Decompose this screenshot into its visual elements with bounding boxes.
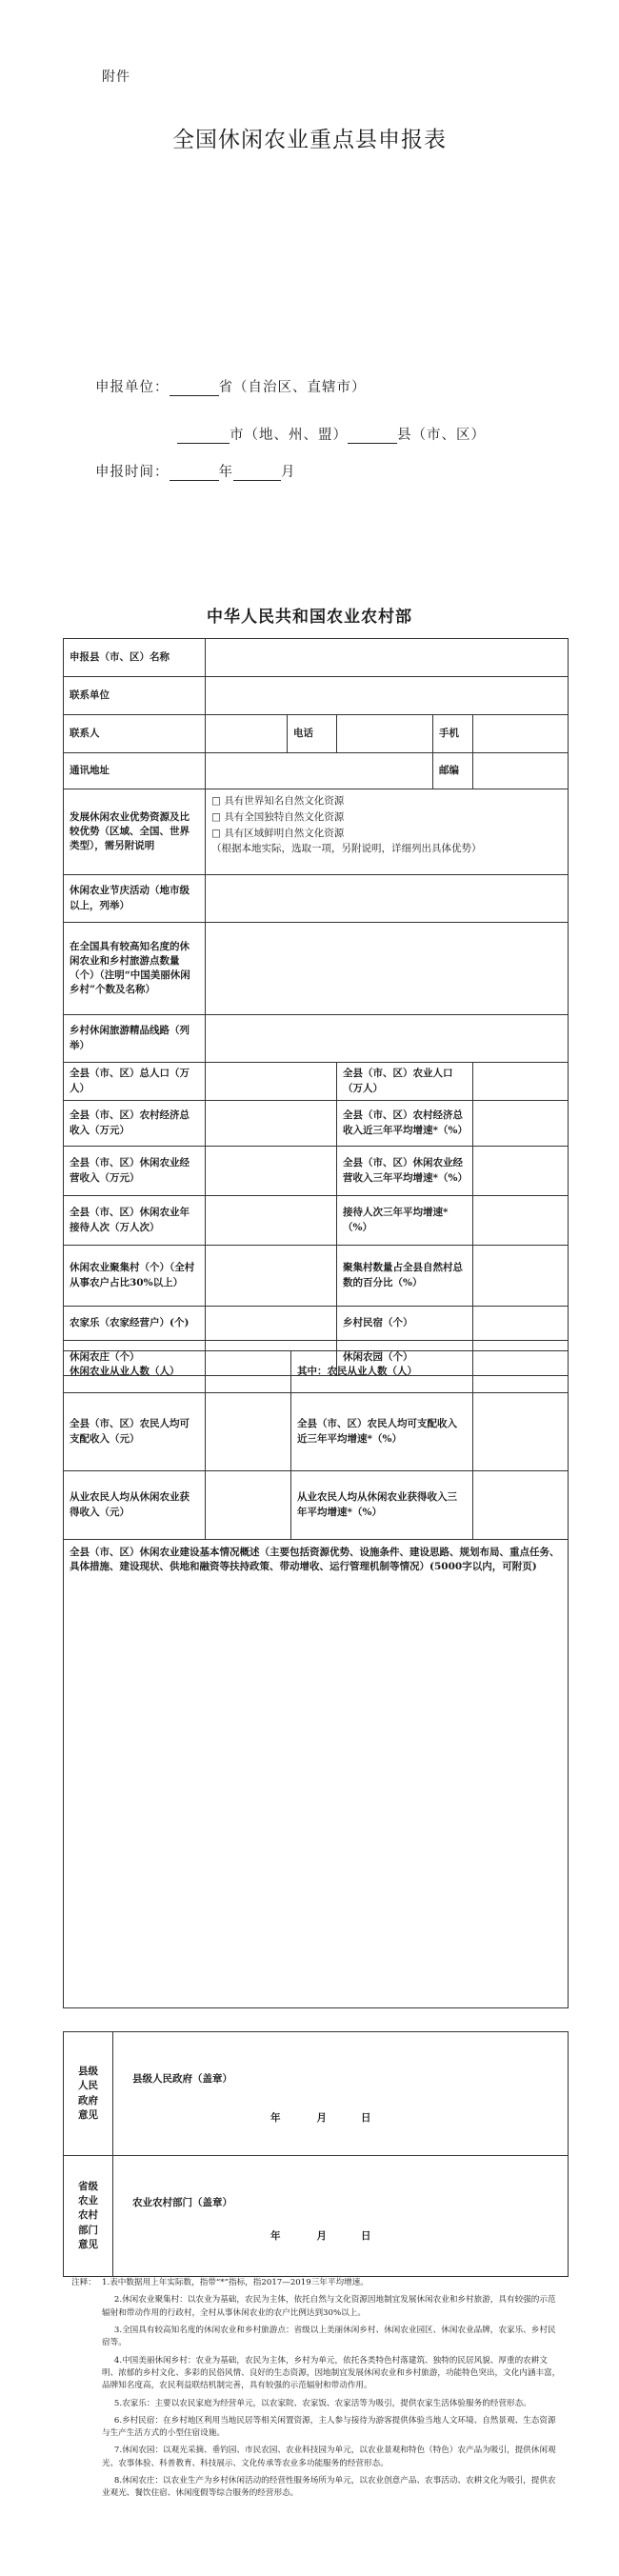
province-blank[interactable] bbox=[170, 380, 219, 396]
famous-spots-label: 在全国具有较高知名度的休闲农业和乡村旅游点数量（个）（注明“中国美丽休闲乡村”个数及名称） bbox=[64, 923, 206, 1015]
county-gov-sign: 县级人民政府（盖章） bbox=[132, 2073, 232, 2085]
employees-field[interactable] bbox=[206, 1351, 291, 1393]
contact-unit-label: 联系单位 bbox=[64, 677, 206, 715]
farmhouse-label: 农家乐（农家经营户）(个) bbox=[64, 1307, 206, 1341]
county-gov-year: 年 bbox=[270, 2112, 281, 2125]
homestay-label: 乡村民宿（个） bbox=[337, 1307, 473, 1341]
option-world[interactable]: □ 具有世界知名自然文化资源 bbox=[211, 795, 345, 807]
leisure-revenue-label: 全县（市、区）休闲农业经营收入（万元） bbox=[64, 1147, 206, 1196]
festival-field[interactable] bbox=[206, 875, 569, 923]
total-population-field[interactable] bbox=[206, 1063, 337, 1101]
notes-section bbox=[71, 2277, 567, 2506]
cluster-villages-label: 休闲农业聚集村（个）（全村从事农户占比30%以上） bbox=[64, 1246, 206, 1307]
phone-field[interactable] bbox=[337, 715, 433, 753]
county-gov-label: 县级人民政府意见 bbox=[64, 2032, 113, 2156]
provincial-dept-opinion[interactable] bbox=[113, 2156, 569, 2277]
note-item: 2.休闲农业聚集村：以农业为基础，农民为主体，依托自然与文化资源因地制宜发展休闲农业和乡村旅游，具有较强的示范辐射和带动作用的行政村，全村从事休闲农业的农户比例达到30%以上。 bbox=[102, 2295, 556, 2318]
note-item: 7.休闲农园：以观光采摘、垂钓园、市民农园、农业科技园为单元，以农业景观和特色（特色）农产品为吸引，提供休闲观光、农事体验、科普教育、科技展示、文化传承等农业多功能服务的经营形态。 bbox=[102, 2446, 556, 2468]
attachment-label: 附件 bbox=[102, 70, 130, 85]
county-blank[interactable] bbox=[348, 428, 397, 444]
worker-income-growth-label: 从业农民人均从休闲农业获得收入三年平均增速*（%） bbox=[291, 1471, 473, 1540]
option-national[interactable]: □ 具有全国独特自然文化资源 bbox=[211, 810, 345, 823]
mobile-label: 手机 bbox=[433, 715, 473, 753]
provincial-dept-date bbox=[270, 2229, 562, 2244]
farmer-employees-field[interactable] bbox=[473, 1351, 569, 1393]
postcode-field[interactable] bbox=[473, 753, 569, 789]
phone-label: 电话 bbox=[288, 715, 337, 753]
famous-spots-field[interactable] bbox=[206, 923, 569, 1015]
notes-heading: 注释： bbox=[71, 2278, 96, 2287]
county-gov-day: 日 bbox=[361, 2112, 371, 2125]
city-blank[interactable] bbox=[177, 428, 230, 444]
farmer-income-field[interactable] bbox=[206, 1393, 291, 1471]
leisure-revenue-growth-label: 全县（市、区）休闲农业经营收入三年平均增速*（%） bbox=[337, 1147, 473, 1196]
cluster-villages-field[interactable] bbox=[206, 1246, 337, 1307]
employment-table bbox=[63, 1350, 569, 2008]
provincial-dept-year: 年 bbox=[270, 2230, 281, 2243]
farmhouse-field[interactable] bbox=[206, 1307, 337, 1341]
opinions-table bbox=[63, 2031, 569, 2277]
farmer-income-growth-field[interactable] bbox=[473, 1393, 569, 1471]
year-suffix: 年 bbox=[218, 465, 233, 480]
farmer-employees-label: 其中：农民从业人数（人） bbox=[291, 1351, 473, 1393]
year-blank[interactable] bbox=[170, 465, 219, 481]
cluster-share-field[interactable] bbox=[473, 1246, 569, 1307]
note-item: 8.休闲农庄：以农业生产为乡村休闲活动的经营性服务场所为单元，以农业创意产品、农事活动、农耕文化为吸引，提供农业观光、餐饮住宿、休闲度假等综合服务的经营形态。 bbox=[102, 2476, 556, 2499]
postcode-label: 邮编 bbox=[433, 753, 473, 789]
month-blank[interactable] bbox=[233, 465, 281, 481]
note-item: 6.乡村民宿：在乡村地区利用当地民居等相关闲置资源，主人参与接待为游客提供体验当地人文环境、自然景观、生态资源与生产生活方式的小型住宿设施。 bbox=[102, 2415, 556, 2439]
farmer-income-growth-label: 全县（市、区）农民人均可支配收入近三年平均增速*（%） bbox=[291, 1393, 473, 1471]
route-field[interactable] bbox=[206, 1015, 569, 1063]
rural-income-growth-label: 全县（市、区）农村经济总收入近三年平均增速*（%） bbox=[337, 1101, 473, 1147]
agri-population-field[interactable] bbox=[473, 1063, 569, 1101]
county-gov-opinion[interactable] bbox=[113, 2032, 569, 2156]
address-label: 通讯地址 bbox=[64, 753, 206, 789]
province-suffix: 省（自治区、直辖市） bbox=[218, 380, 367, 395]
document-title: 全国休闲农业重点县申报表 bbox=[172, 128, 447, 152]
farmer-income-label: 全县（市、区）农民人均可支配收入（元） bbox=[64, 1393, 206, 1471]
visitors-growth-label: 接待人次三年平均增速*（%） bbox=[337, 1196, 473, 1246]
summary-label: 全县（市、区）休闲农业建设基本情况概述（主要包括资源优势、设施条件、建设思路、规划布局、重点任务、具体措施、建设现状、供地和融资等扶持政策、带动增收、运行管理机制等情况）(5000字以内，可附页) bbox=[70, 1547, 560, 1573]
rural-income-field[interactable] bbox=[206, 1101, 337, 1147]
note-item: 4.中国美丽休闲乡村：农业为基础，农民为主体，乡村为单元，依托各类特色村落建筑、独特的民居风貌、厚重的农耕文明、浓郁的乡村文化、多彩的民俗风情、良好的生态资源，因地制宜发展休闲农业和乡村旅游，功能特色突出，文化内涵丰富，品牌知名度高，农民利益联结机制完善，具有较强的示范辐射和带动作用。 bbox=[102, 2355, 561, 2391]
month-suffix: 月 bbox=[281, 465, 296, 480]
leisure-farm-label: 休闲农庄（个） bbox=[64, 1341, 206, 1376]
time-label: 申报时间： bbox=[95, 465, 170, 480]
note-item: 5.农家乐：主要以农民家庭为经营单元，以农家院、农家饭、农家活等为吸引，提供农家生活体验服务的经营形态。 bbox=[113, 2398, 531, 2408]
total-population-label: 全县（市、区）总人口（万人） bbox=[64, 1063, 206, 1101]
agri-population-label: 全县（市、区）农业人口（万人） bbox=[337, 1063, 473, 1101]
cluster-share-label: 聚集村数量占全县自然村总数的百分比（%） bbox=[337, 1246, 473, 1307]
apply-time-line bbox=[95, 461, 296, 481]
leisure-revenue-field[interactable] bbox=[206, 1147, 337, 1196]
contact-person-label: 联系人 bbox=[64, 715, 206, 753]
county-gov-date bbox=[270, 2111, 562, 2126]
rural-income-label: 全县（市、区）农村经济总收入（万元） bbox=[64, 1101, 206, 1147]
applicant-label: 申报单位： bbox=[95, 380, 170, 395]
provincial-dept-label: 省级农业农村部门意见 bbox=[64, 2156, 113, 2277]
visitors-field[interactable] bbox=[206, 1196, 337, 1246]
provincial-dept-day: 日 bbox=[361, 2230, 371, 2243]
worker-income-label: 从业农民人均从休闲农业获得收入（元） bbox=[64, 1471, 206, 1540]
visitors-label: 全县（市、区）休闲农业年接待人次（万人次） bbox=[64, 1196, 206, 1246]
leisure-garden-label: 休闲农园（个） bbox=[337, 1341, 473, 1376]
leisure-revenue-growth-field[interactable] bbox=[473, 1147, 569, 1196]
note-item: 3.全国具有较高知名度的休闲农业和乡村旅游点：省级以上美丽休闲乡村、休闲农业园区、休闲农业品牌，农家乐、乡村民宿等。 bbox=[102, 2325, 556, 2348]
employees-label: 休闲农业从业人数（人） bbox=[64, 1351, 206, 1393]
worker-income-field[interactable] bbox=[206, 1471, 291, 1540]
address-field[interactable] bbox=[206, 753, 433, 789]
contact-unit-field[interactable] bbox=[206, 677, 569, 715]
options-note: （根据本地实际，选取一项，另附说明，详细列出具体优势） bbox=[211, 843, 482, 855]
visitors-growth-field[interactable] bbox=[473, 1196, 569, 1246]
provincial-dept-sign: 农业农村部门（盖章） bbox=[132, 2197, 232, 2208]
ministry-name: 中华人民共和国农业农村部 bbox=[207, 608, 412, 627]
basic-info-table bbox=[63, 638, 569, 1376]
advantage-label: 发展休闲农业优势资源及比较优势（区域、全国、世界类型），需另附说明 bbox=[64, 789, 206, 875]
contact-person-field[interactable] bbox=[206, 715, 288, 753]
note-item: 1.表中数据用上年实际数，指带“*”指标，指2017—2019三年平均增速。 bbox=[102, 2278, 369, 2287]
festival-label: 休闲农业节庆活动（地市级以上，列举） bbox=[64, 875, 206, 923]
county-gov-month: 月 bbox=[316, 2112, 327, 2125]
county-name-field[interactable] bbox=[206, 639, 569, 677]
city-suffix: 市（地、州、盟） bbox=[230, 428, 348, 443]
summary-section[interactable] bbox=[64, 1540, 569, 2008]
option-regional[interactable]: □ 具有区域鲜明自然文化资源 bbox=[211, 827, 345, 839]
city-county-line bbox=[177, 424, 486, 444]
worker-income-growth-field[interactable] bbox=[473, 1471, 569, 1540]
county-suffix: 县（市、区） bbox=[397, 428, 486, 443]
provincial-dept-month: 月 bbox=[316, 2230, 327, 2243]
rural-income-growth-field[interactable] bbox=[473, 1101, 569, 1147]
mobile-field[interactable] bbox=[473, 715, 569, 753]
advantage-options[interactable] bbox=[206, 789, 569, 875]
county-name-label: 申报县（市、区）名称 bbox=[64, 639, 206, 677]
homestay-field[interactable] bbox=[473, 1307, 569, 1341]
applicant-province-line bbox=[95, 376, 367, 396]
route-label: 乡村休闲旅游精品线路（列举） bbox=[64, 1015, 206, 1063]
